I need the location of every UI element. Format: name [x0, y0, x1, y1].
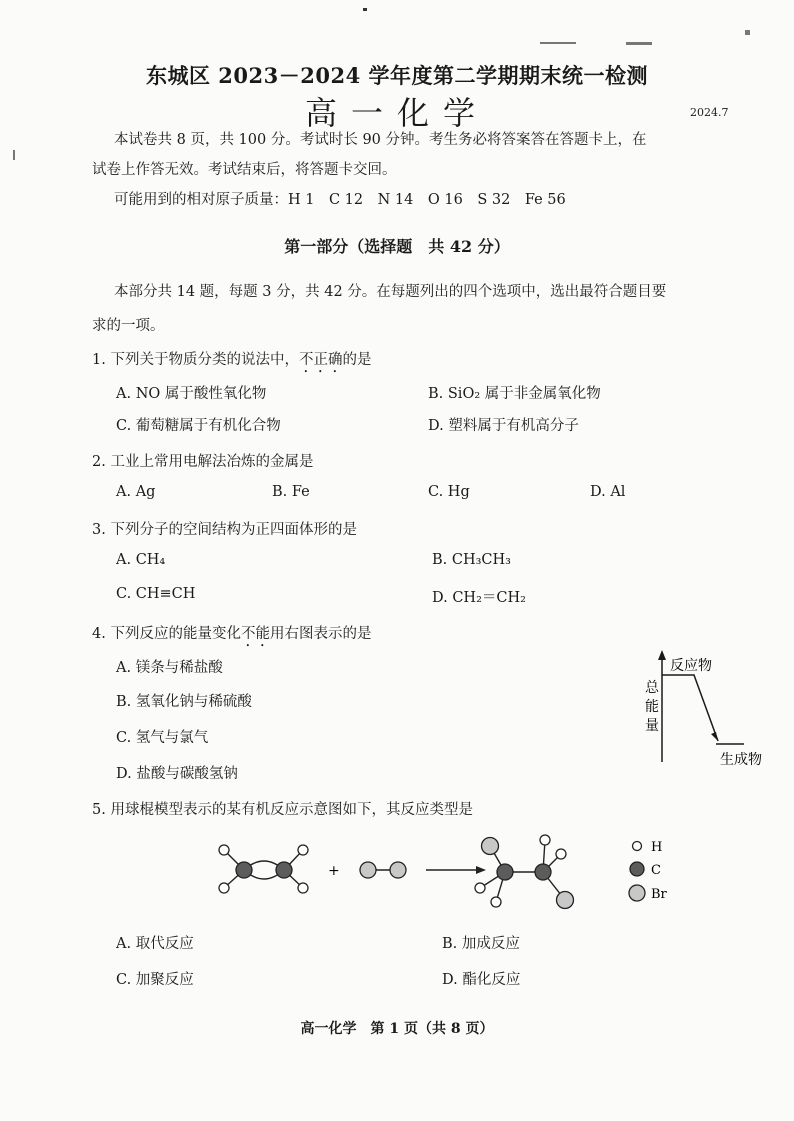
legend-h-swatch — [633, 842, 642, 851]
question-2-stem: 2. 工业上常用电解法冶炼的金属是 — [92, 454, 314, 470]
legend-br-swatch — [629, 885, 645, 901]
section-intro: 本部分共 14 题，每题 3 分，共 42 分。在每题列出的四个选项中，选出最符合题目要 — [114, 284, 667, 300]
reactant-label: 反应物 — [670, 658, 712, 674]
instruction-line: 试卷上作答无效。考试结束后，将答题卡交回。 — [92, 162, 397, 178]
atom-legend — [629, 840, 668, 902]
ylabel-char: 量 — [645, 718, 659, 734]
arrow-head-icon — [476, 866, 486, 874]
scan-mark — [540, 42, 576, 44]
scan-mark — [13, 150, 15, 160]
question-1-stem — [92, 348, 371, 376]
plus-sign: + — [328, 863, 340, 879]
stem-text: 1. 下列关于物质分类的说法中， — [92, 352, 299, 368]
ethylene-model — [219, 845, 308, 893]
molecule-diagram — [200, 826, 680, 926]
q1-option-c: C. 葡萄糖属于有机化合物 — [116, 418, 281, 434]
q1-option-a: A. NO 属于酸性氧化物 — [116, 386, 267, 402]
instruction-line: 本试卷共 8 页，共 100 分。考试时长 90 分钟。考生务必将答案答在答题卡上，在 — [114, 132, 647, 148]
q5-option-b: B. 加成反应 — [442, 936, 520, 952]
exam-title: 东城区 2023－2024 学年度第二学期期末统一检测 — [145, 63, 648, 88]
q1-option-b: B. SiO₂ 属于非金属氧化物 — [428, 386, 601, 402]
section-intro: 求的一项。 — [92, 318, 165, 334]
bromine-model — [360, 862, 406, 878]
q3-option-a: A. CH₄ — [116, 552, 166, 568]
energy-diagram — [612, 648, 782, 774]
q3-option-c: C. CH≡CH — [116, 586, 196, 602]
page-footer: 高一化学 第 1 页（共 8 页） — [300, 1021, 494, 1037]
q2-option-d: D. Al — [590, 484, 626, 500]
q4-option-b: B. 氢氧化钠与稀硫酸 — [116, 694, 252, 710]
q4-option-d: D. 盐酸与碳酸氢钠 — [116, 766, 238, 782]
legend-h-label: H — [651, 840, 663, 855]
curve-arrow-icon — [711, 732, 718, 741]
q5-option-d: D. 酯化反应 — [442, 972, 521, 988]
question-4-stem — [92, 622, 371, 650]
q2-option-c: C. Hg — [428, 484, 470, 500]
legend-c-label: C — [651, 863, 661, 878]
q1-option-d: D. 塑料属于有机高分子 — [428, 418, 579, 434]
q4-option-c: C. 氢气与氯气 — [116, 730, 209, 746]
product-label: 生成物 — [720, 752, 762, 768]
subject-title: 高一化学 — [304, 94, 489, 132]
stem-emphasis: 不正确 — [298, 352, 343, 368]
scan-mark — [363, 8, 367, 11]
ylabel-char: 能 — [645, 699, 659, 715]
energy-curve — [690, 675, 718, 741]
q3-option-d: D. CH₂＝CH₂ — [432, 590, 526, 606]
scan-mark — [626, 42, 652, 45]
legend-br-label: Br — [651, 887, 667, 902]
dibromoethane-model — [475, 835, 574, 909]
q3-option-b: B. CH₃CH₃ — [432, 552, 511, 568]
scan-mark — [745, 30, 750, 35]
q5-option-a: A. 取代反应 — [116, 936, 194, 952]
stem-emphasis: 不能 — [240, 626, 270, 642]
stem-text: 的是 — [342, 352, 372, 368]
section-title: 第一部分（选择题 共 42 分） — [284, 237, 510, 256]
axis-arrow-icon — [658, 650, 666, 660]
legend-c-swatch — [630, 862, 644, 876]
stem-text: 用右图表示的是 — [269, 626, 372, 642]
ylabel-char: 总 — [645, 680, 659, 696]
q4-option-a: A. 镁条与稀盐酸 — [116, 660, 223, 676]
exam-date: 2024.7 — [690, 106, 729, 119]
question-5-stem: 5. 用球棍模型表示的某有机反应示意图如下，其反应类型是 — [92, 802, 473, 818]
atomic-mass-line: 可能用到的相对原子质量：H 1 C 12 N 14 O 16 S 32 Fe 56 — [114, 192, 566, 208]
question-3-stem: 3. 下列分子的空间结构为正四面体形的是 — [92, 522, 357, 538]
q5-option-c: C. 加聚反应 — [116, 972, 194, 988]
q2-option-a: A. Ag — [116, 484, 156, 500]
stem-text: 4. 下列反应的能量变化 — [92, 626, 241, 642]
q2-option-b: B. Fe — [272, 484, 310, 500]
